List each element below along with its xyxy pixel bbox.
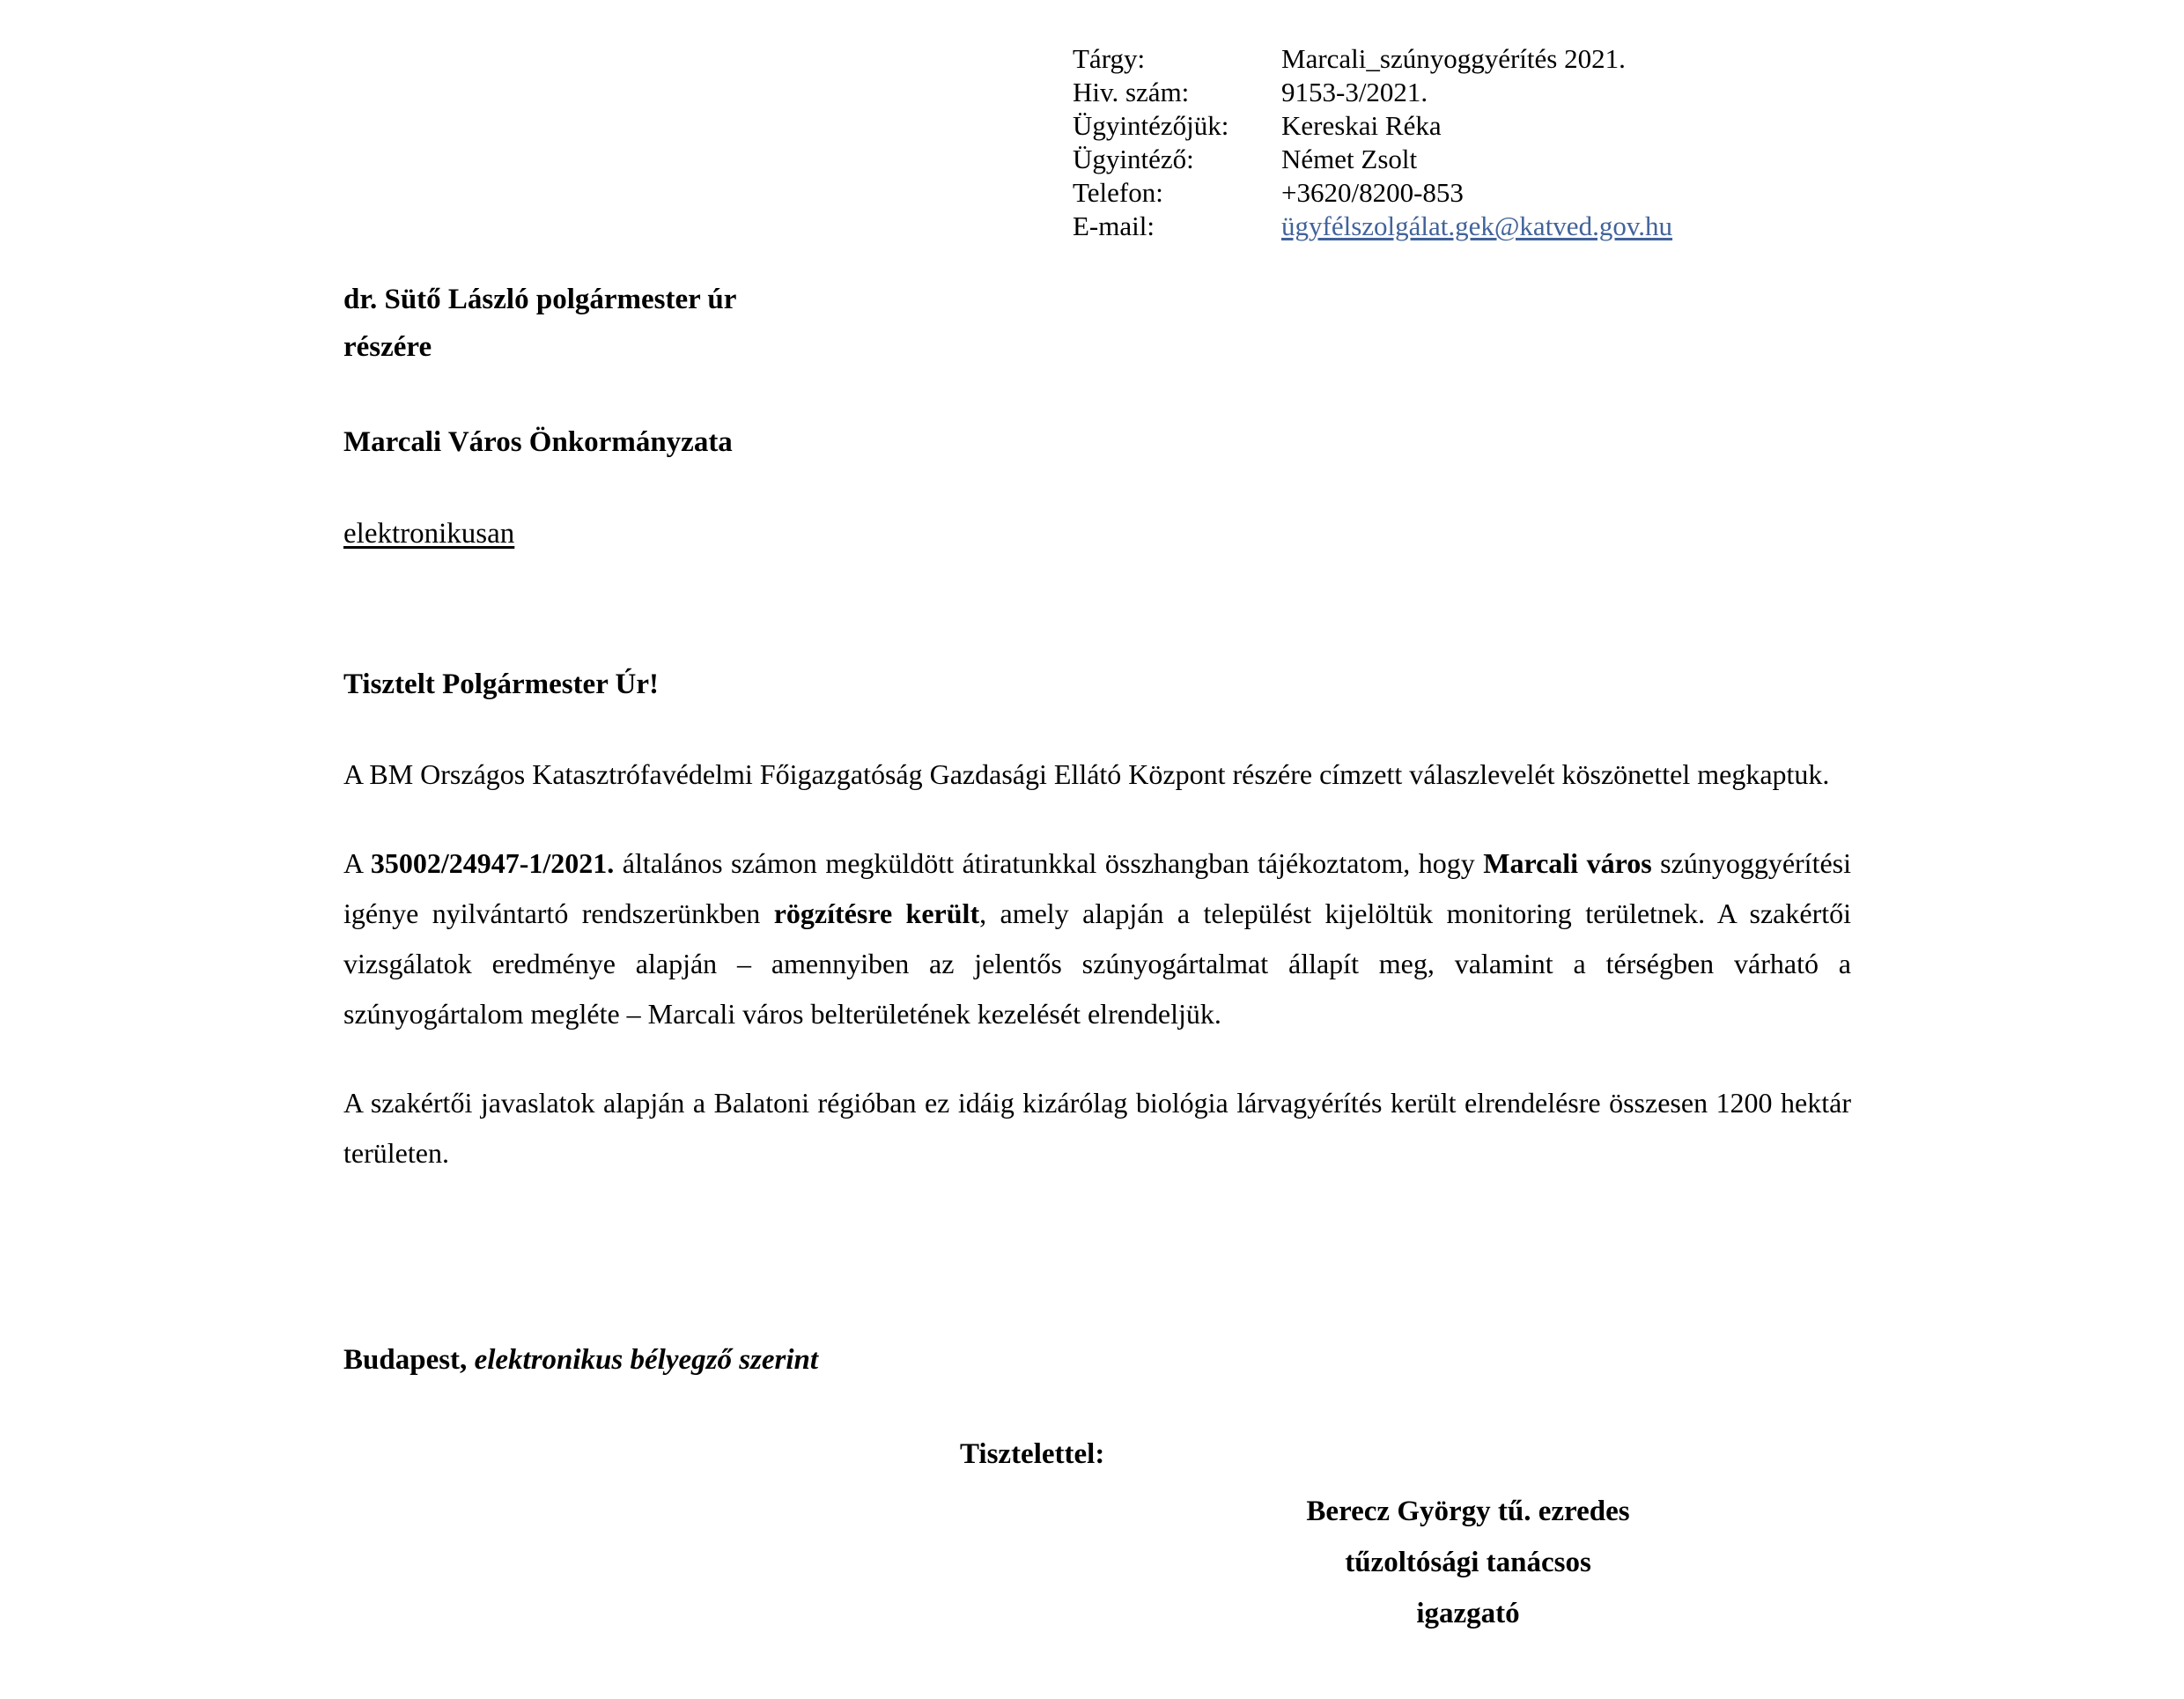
email-link[interactable]: ügyfélszolgálat.gek@katved.gov.hu xyxy=(1281,211,1673,241)
paragraph-registration xyxy=(343,838,1851,1039)
addressee-delivery-method: elektronikusan xyxy=(343,518,515,550)
reference-row-email xyxy=(1073,210,1865,243)
reference-row-case-number xyxy=(1073,76,1865,109)
para2-segment-1: A xyxy=(343,847,371,879)
signer-rank: tűzoltósági tanácsos xyxy=(1345,1547,1591,1578)
addressee-organization: Marcali Város Önkormányzata xyxy=(343,426,733,458)
signer-name: Berecz György tű. ezredes xyxy=(1306,1496,1630,1527)
reference-value-our-officer: Német Zsolt xyxy=(1281,144,1418,174)
date-stamp-note: elektronikus bélyegző szerint xyxy=(467,1344,819,1376)
place-city: Budapest, xyxy=(343,1344,468,1376)
para2-city-emphasis: Marcali város xyxy=(1483,847,1652,879)
signature-block xyxy=(1149,1486,1787,1639)
reference-row-subject xyxy=(1073,42,1865,76)
reference-value-subject: Marcali_szúnyoggyérítés 2021. xyxy=(1281,43,1626,74)
reference-row-our-officer xyxy=(1073,143,1865,176)
para2-case-number: 35002/24947-1/2021. xyxy=(370,847,615,879)
para2-status-emphasis: rögzítésre került xyxy=(773,898,980,929)
reference-label-their-officer: Ügyintézőjük: xyxy=(1073,110,1229,141)
para2-segment-4: , amely alapján a települést kijelöltük monitoring területnek. A szakértői vizsgálatok eredménye alapján – amennyiben az jelentős szúnyogártalmat állapít meg, valamint a térségben várható a szúnyogártalom megléte – Marcali város belterületének kezelését elrendeljük. xyxy=(343,898,1852,1030)
place-and-date xyxy=(343,1341,818,1379)
addressee-attention-line: részére xyxy=(343,331,432,363)
reference-label-phone: Telefon: xyxy=(1073,177,1163,208)
addressee-block xyxy=(343,276,1224,558)
para2-segment-2: általános számon megküldött átiratunkkal összhangban tájékoztatom, hogy xyxy=(614,847,1484,879)
reference-label-our-officer: Ügyintéző: xyxy=(1073,144,1194,174)
signer-title: igazgató xyxy=(1416,1598,1520,1629)
reference-value-phone: +3620/8200-853 xyxy=(1281,177,1464,208)
paragraph-larvicide-summary: A szakértői javaslatok alapján a Balatoni régióban ez idáig kizárólag biológia lárvagyérítés került elrendelésre összesen 1200 hektár területen. xyxy=(343,1087,1851,1169)
reference-value-their-officer: Kereskai Réka xyxy=(1281,110,1442,141)
paragraph-acknowledgement: A BM Országos Katasztrófavédelmi Főigazgatóság Gazdasági Ellátó Központ részére címzett válaszlevelét köszönettel megkaptuk. xyxy=(343,758,1830,790)
reference-header-block xyxy=(1073,42,1865,243)
letter-body xyxy=(343,665,1851,1178)
reference-label-subject: Tárgy: xyxy=(1073,43,1146,74)
valediction: Tisztelettel: xyxy=(960,1438,1105,1470)
reference-label-case-number: Hiv. szám: xyxy=(1073,77,1190,107)
reference-row-phone xyxy=(1073,176,1865,210)
reference-row-their-officer xyxy=(1073,109,1865,143)
para2-segment-3: szúnyoggyérítési igénye nyilvántartó rendszerünkben xyxy=(343,847,1852,929)
reference-label-email: E-mail: xyxy=(1073,211,1155,241)
addressee-name: dr. Sütő László polgármester úr xyxy=(343,284,737,315)
reference-value-case-number: 9153-3/2021. xyxy=(1281,77,1428,107)
salutation: Tisztelt Polgármester Úr! xyxy=(343,669,659,700)
